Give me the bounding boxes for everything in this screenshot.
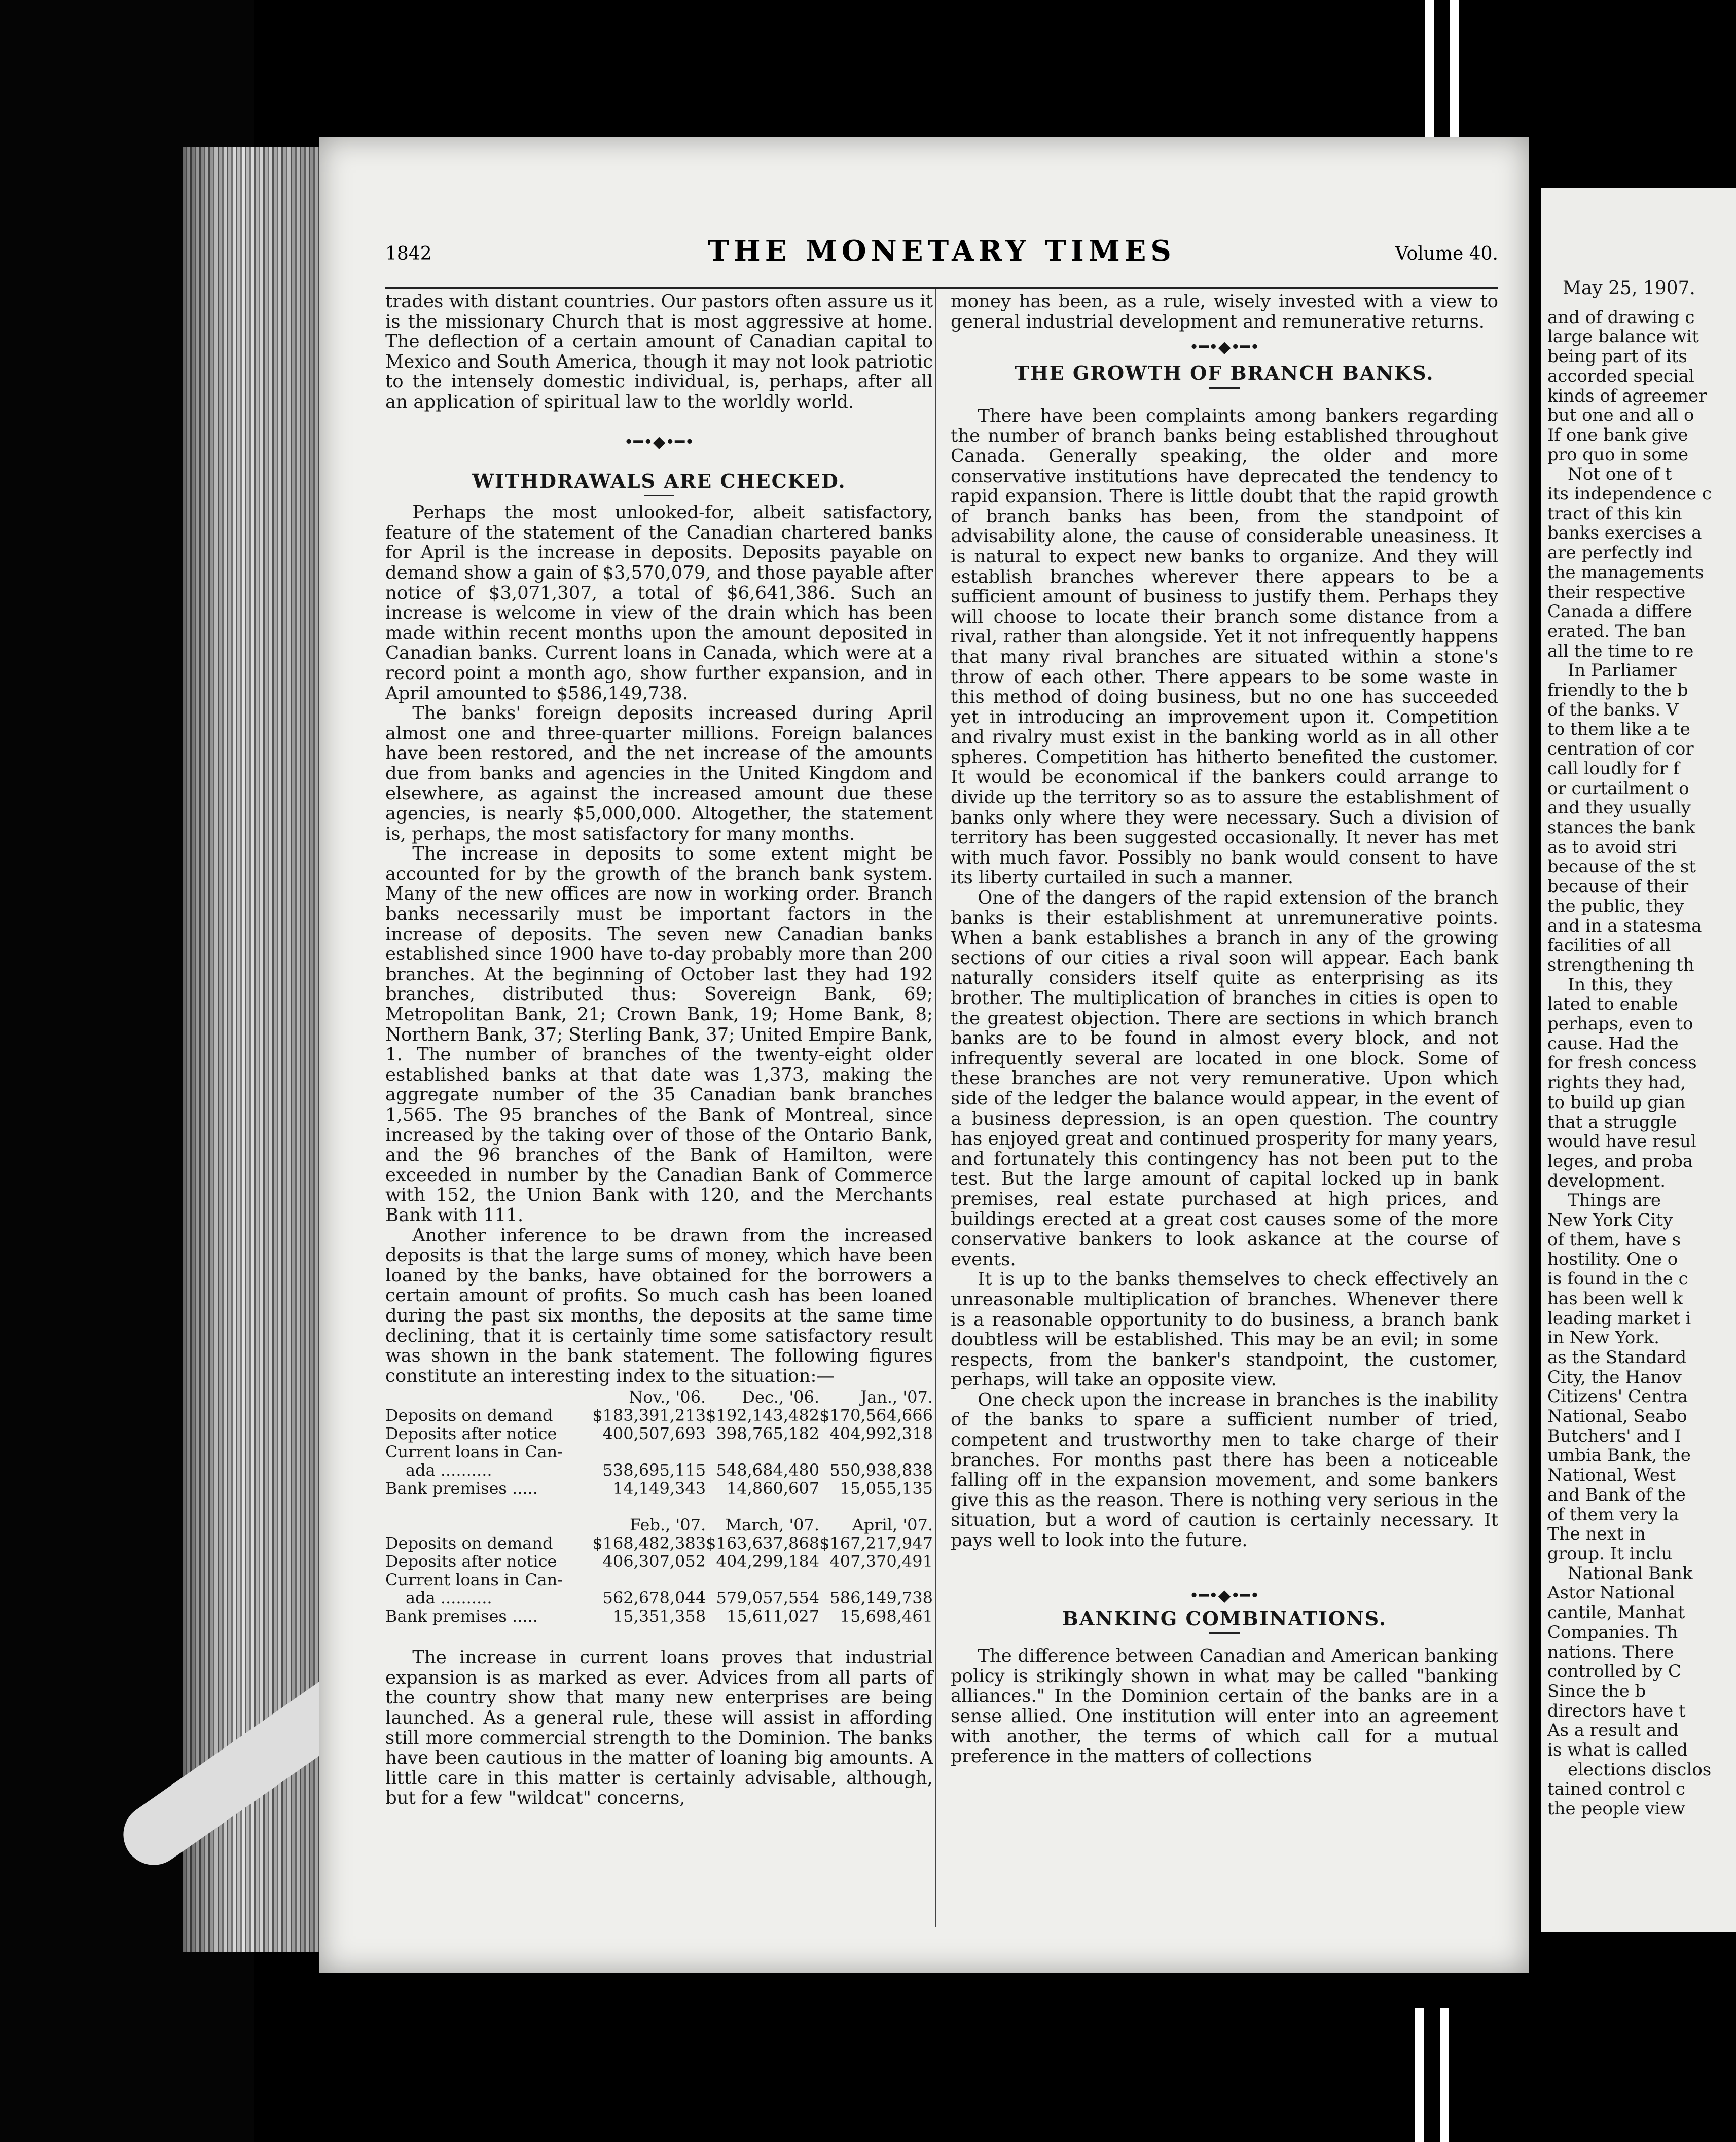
- table-cell: 14,149,343: [612, 1479, 706, 1498]
- text-line: as the Standard: [1547, 1347, 1687, 1368]
- table-cell: [819, 1443, 933, 1461]
- text-line: leading market i: [1547, 1308, 1691, 1329]
- next-page-date: May 25, 1907.: [1563, 278, 1695, 299]
- row-label: ada ..........: [406, 1460, 492, 1480]
- text-line: their respective: [1547, 582, 1686, 602]
- text-line: stances the bank: [1547, 817, 1695, 838]
- row-label: Deposits on demand: [385, 1406, 553, 1425]
- text-line: being part of its: [1547, 346, 1687, 367]
- text-line: and they usually: [1547, 798, 1691, 818]
- paragraph: The difference between Canadian and American banking policy is strikingly shown in what may be called "banking alliances." In the Dominion certain of the banks are in a sense allied. One institution will enter into an agreement with another, the terms of which call for a mutual preference in the matters of collections: [951, 1646, 1498, 1767]
- film-marker: [1415, 2008, 1424, 2142]
- row-label: Bank premises .....: [385, 1479, 538, 1498]
- row-label: ada ..........: [406, 1588, 492, 1608]
- table-cell: $163,637,868: [706, 1533, 820, 1553]
- volume-label: Volume 40.: [1395, 243, 1498, 264]
- text-line: rights they had,: [1547, 1073, 1686, 1093]
- header-rule: [385, 287, 1498, 289]
- table-cell: 548,684,480: [716, 1460, 820, 1480]
- text-line: large balance wit: [1547, 327, 1699, 347]
- text-line: friendly to the b: [1547, 680, 1688, 701]
- column-header: Jan., '07.: [860, 1387, 933, 1407]
- text-line: Not one of t: [1568, 464, 1672, 485]
- deposits-table-1: [385, 1388, 933, 1497]
- table-cell: 404,299,184: [716, 1552, 820, 1572]
- text-line: of the banks. V: [1547, 699, 1679, 720]
- film-marker: [1425, 0, 1434, 137]
- text-line: Canada a differe: [1547, 601, 1692, 622]
- table-header-row: [385, 1516, 933, 1534]
- text-line: Citizens' Centra: [1547, 1386, 1688, 1407]
- table-cell: [706, 1570, 819, 1589]
- column-header: Feb., '07.: [630, 1515, 706, 1535]
- heading-rule: [644, 495, 674, 496]
- table-cell: [706, 1443, 819, 1461]
- text-line: of them very la: [1547, 1504, 1679, 1525]
- paragraph: Perhaps the most unlooked-for, albeit satisfactory, feature of the statement of the Canadian chartered banks for April is the increase in deposits. Deposits payable on demand show a gain of $3,570,079, and those payable after notice of $3,071,307, a total of $6,641,386. Such an increase is welcome in view of the drain which has been made within recent months upon the amount deposited in Canadian banks. Current loans in Canada, which were at a record point a month ago, show further expansion, and in April amounted to $586,149,738.: [385, 502, 933, 704]
- text-line: because of the st: [1547, 856, 1696, 877]
- text-line: because of their: [1547, 876, 1689, 897]
- text-line: that a struggle: [1547, 1112, 1677, 1132]
- table-cell: 550,938,838: [829, 1460, 933, 1480]
- text-line: to build up gian: [1547, 1092, 1686, 1113]
- text-line: strengthening th: [1547, 954, 1694, 975]
- page-edges-shade: [183, 147, 327, 1952]
- table-cell: $192,143,482: [706, 1406, 820, 1425]
- text-line: has been well k: [1547, 1288, 1683, 1309]
- journal-title: THE MONETARY TIMES: [708, 234, 1176, 268]
- text-line: of them, have s: [1547, 1229, 1681, 1250]
- film-marker: [1440, 2008, 1449, 2142]
- column-header: Nov., '06.: [629, 1387, 706, 1407]
- text-line: and of drawing c: [1547, 307, 1695, 328]
- text-line: the people view: [1547, 1799, 1685, 1819]
- table-cell: [819, 1570, 933, 1589]
- text-line: call loudly for f: [1547, 758, 1680, 779]
- column-header: April, '07.: [852, 1515, 933, 1535]
- text-line: kinds of agreemer: [1547, 385, 1707, 406]
- paragraph: The increase in current loans proves that industrial expansion is as marked as ever. Advices from all parts of the country show that many new enterprises are being launched. As a general rule, these will assist in affording still more commercial strength to the Dominion. The banks have been cautious in the matter of loaning big amounts. A little care in this matter is certainly advisable, although, but for a few "wildcat" concerns,: [385, 1647, 933, 1809]
- row-label: Deposits after notice: [385, 1424, 557, 1444]
- text-line: leges, and proba: [1547, 1151, 1693, 1171]
- table-cell: $167,217,947: [819, 1533, 933, 1553]
- ornament-divider: •━•◆•━•: [624, 432, 695, 451]
- table-cell: 404,992,318: [829, 1424, 933, 1444]
- table-row: [385, 1479, 933, 1497]
- table-cell: 398,765,182: [716, 1424, 820, 1444]
- table-row: [385, 1589, 933, 1607]
- table-row: [385, 1570, 933, 1589]
- page-right-partial: [1541, 188, 1736, 1932]
- article-heading: BANKING COMBINATIONS.: [1062, 1606, 1387, 1630]
- table-header-row: [385, 1388, 933, 1406]
- text-line: National, West: [1547, 1465, 1676, 1486]
- table-cell: 406,307,052: [602, 1552, 706, 1572]
- text-line: the managements: [1547, 562, 1704, 583]
- table-cell: [592, 1443, 706, 1461]
- paragraph: trades with distant countries. Our pastors often assure us it is the missionary Church that is most aggressive at home. The deflection of a certain amount of Canadian capital to Mexico and South America, though it may not look patriotic to the intensely domestic individual, is, perhaps, after all an application of spiritual law to the worldly world.: [385, 291, 933, 412]
- table-cell: 586,149,738: [829, 1588, 933, 1608]
- text-line: As a result and: [1547, 1720, 1679, 1741]
- table-cell: 15,611,027: [726, 1606, 820, 1626]
- text-line: perhaps, even to: [1547, 1014, 1693, 1034]
- text-line: elections disclos: [1568, 1759, 1712, 1780]
- table-cell: 538,695,115: [602, 1460, 706, 1480]
- text-line: hostility. One o: [1547, 1249, 1678, 1270]
- text-line: National, Seabo: [1547, 1406, 1687, 1427]
- table-row: [385, 1534, 933, 1552]
- table-row: [385, 1607, 933, 1625]
- paragraph: Another inference to be drawn from the increased deposits is that the large sums of money, which have been loaned by the banks, have obtained for the borrowers a certain amount of profits. So much cash has been loaned during the past six months, the deposits at the same time declining, that it is certainly time some satisfactory result was shown in the bank statement. The following figures constitute an interesting index to the situation:—: [385, 1225, 933, 1386]
- text-line: pro quo in some: [1547, 444, 1689, 465]
- text-line: Companies. Th: [1547, 1622, 1678, 1643]
- text-line: Things are: [1568, 1190, 1661, 1211]
- row-label: Deposits on demand: [385, 1533, 553, 1553]
- table-cell: $170,564,666: [819, 1406, 933, 1425]
- text-line: City, the Hanov: [1547, 1367, 1682, 1387]
- table-cell: 579,057,554: [716, 1588, 820, 1608]
- paragraph: money has been, as a rule, wisely invested with a view to general industrial development and remunerative returns.: [951, 291, 1498, 332]
- article-heading: THE GROWTH OF BRANCH BANKS.: [1015, 362, 1434, 385]
- text-line: Butchers' and I: [1547, 1425, 1681, 1446]
- table-cell: 562,678,044: [602, 1588, 706, 1608]
- text-line: The next in: [1547, 1524, 1646, 1545]
- table-row: [385, 1552, 933, 1570]
- text-line: tract of this kin: [1547, 503, 1682, 524]
- paragraph: The banks' foreign deposits increased during April almost one and three-quarter millions. Foreign balances have been restored, and the net increase of the amounts due from banks and agencies in the United Kingdom and elsewhere, as against the increased amount due these agencies, is nearly $5,000,000. Altogether, the statement is, perhaps, the most satisfactory for many months.: [385, 703, 933, 844]
- text-line: banks exercises a: [1547, 523, 1702, 544]
- paragraph: The increase in deposits to some extent might be accounted for by the growth of the branch bank system. Many of the new offices are now in working order. Branch banks necessarily must be important factors in the increase of deposits. The seven new Canadian banks established since 1900 have to-day probably more than 200 branches. At the beginning of October last they had 192 branches, distributed thus: Sovereign Bank, 69; Metropolitan Bank, 21; Crown Bank, 19; Home Bank, 8; Northern Bank, 37; Sterling Bank, 37; United Empire Bank, 1. The number of branches of the twenty-eight older established banks at that date was 1,373, making the aggregate number of the 35 Canadian bank branches 1,565. The 95 branches of the Bank of Montreal, since increased by the taking over of those of the Ontario Bank, and the 96 branches of the Bank of Hamilton, were exceeded in number by the Canadian Bank of Commerce with 152, the Union Bank with 120, and the Merchants Bank with 111.: [385, 843, 933, 1226]
- text-line: facilities of all: [1547, 935, 1671, 956]
- text-line: accorded special: [1547, 366, 1694, 386]
- text-line: If one bank give: [1547, 424, 1688, 445]
- paragraph: It is up to the banks themselves to check effectively an unreasonable multiplication of branches. Whenever there is a reasonable opportunity to do business, a branch bank doubtless will be established. This may be an evil; in some respects, from the banker's standpoint, the customer, perhaps, will take an opposite view.: [951, 1269, 1498, 1390]
- heading-rule: [1209, 1632, 1240, 1634]
- text-line: In Parliamer: [1568, 660, 1677, 681]
- text-line: and Bank of the: [1547, 1484, 1686, 1505]
- table-row: [385, 1424, 933, 1443]
- text-line: and in a statesma: [1547, 915, 1702, 936]
- text-line: is found in the c: [1547, 1269, 1688, 1290]
- row-label: Current loans in Can-: [385, 1442, 563, 1462]
- next-page-column: [1547, 188, 1730, 1819]
- table-cell: 14,860,607: [726, 1479, 820, 1498]
- ornament-divider: •━•◆•━•: [1189, 337, 1260, 357]
- table-cell: 15,351,358: [612, 1606, 706, 1626]
- table-cell: [592, 1570, 706, 1589]
- page-left: [319, 137, 1529, 1973]
- table-cell: 407,370,491: [829, 1552, 933, 1572]
- page-number: 1842: [385, 243, 432, 264]
- text-line: in New York.: [1547, 1328, 1659, 1348]
- text-line: all the time to re: [1547, 640, 1694, 661]
- column-header: Dec., '06.: [742, 1387, 820, 1407]
- right-column: [951, 292, 1498, 1767]
- text-line: lated to enable: [1547, 994, 1678, 1015]
- text-line: but one and all o: [1547, 405, 1694, 426]
- ornament-divider: •━•◆•━•: [1189, 1585, 1260, 1605]
- column-header: March, '07.: [725, 1515, 820, 1535]
- table-cell: $168,482,383: [592, 1533, 706, 1553]
- text-line: centration of cor: [1547, 739, 1694, 760]
- table-row: [385, 1443, 933, 1461]
- text-line: directors have t: [1547, 1700, 1686, 1721]
- text-line: New York City: [1547, 1210, 1673, 1231]
- text-line: the public, they: [1547, 896, 1684, 916]
- text-line: tained control c: [1547, 1779, 1685, 1800]
- text-line: umbia Bank, the: [1547, 1445, 1691, 1466]
- table-cell: $183,391,213: [592, 1406, 706, 1425]
- text-line: National Bank: [1568, 1563, 1693, 1584]
- left-column: [385, 292, 933, 1808]
- heading-rule: [1209, 387, 1240, 389]
- text-line: are perfectly ind: [1547, 543, 1693, 563]
- article-heading: WITHDRAWALS ARE CHECKED.: [472, 469, 846, 492]
- text-line: Astor National: [1547, 1583, 1675, 1603]
- text-line: In this, they: [1568, 974, 1673, 995]
- text-line: group. It inclu: [1547, 1544, 1673, 1564]
- text-line: is what is called: [1547, 1740, 1688, 1761]
- paragraph: There have been complaints among bankers regarding the number of branch banks being established throughout Canada. Generally speaking, the older and more conservative institutions have deprecated the tendency to rapid expansion. There is little doubt that the rapid growth of branch banks has been, from the standpoint of advisability alone, the cause of considerable uneasiness. It is natural to expect new banks to organize. And they will establish branches wherever there appears to be a sufficient amount of business to justify them. Perhaps they will choose to locate their branch some distance from a rival, rather than alongside. Yet it not infrequently happens that many rival branches are situated within a stone's throw of each other. There appears to be some waste in this method of doing business, but no one has succeeded yet in introducing an improvement upon it. Competition and rivalry must exist in the banking world as in all other spheres. Competition has hitherto benefited the customer. It would be economical if the bankers could arrange to divide up the territory so as to assure the establishment of banks only where they were necessary. Such a division of territory has been suggested occasionally. It never has met with much favor. Possibly no bank would consent to have its liberty curtailed in such a manner.: [951, 405, 1498, 888]
- text-line: development.: [1547, 1170, 1666, 1191]
- row-label: Bank premises .....: [385, 1606, 538, 1626]
- paragraph: One check upon the increase in branches is the inability of the banks to spare a sufficient number of tried, competent and trustworthy men to take charge of their branches. For months past there has been a noticeable falling off in the expansion movement, and some bankers give this as the reason. There is nothing very serious in the situation, but a word of caution is certainly necessary. It pays well to look into the future.: [951, 1389, 1498, 1551]
- text-line: its independence c: [1547, 484, 1712, 505]
- text-line: as to avoid stri: [1547, 837, 1677, 858]
- text-line: erated. The ban: [1547, 621, 1686, 641]
- page-header: [385, 228, 1498, 284]
- film-marker: [1450, 0, 1459, 137]
- deposits-table-2: [385, 1516, 933, 1625]
- table-cell: 15,055,135: [840, 1479, 933, 1498]
- table-row: [385, 1406, 933, 1424]
- row-label: Deposits after notice: [385, 1552, 557, 1572]
- text-line: controlled by C: [1547, 1661, 1682, 1682]
- text-line: would have resul: [1547, 1131, 1696, 1152]
- table-cell: 15,698,461: [840, 1606, 933, 1626]
- text-line: cantile, Manhat: [1547, 1602, 1685, 1623]
- text-line: for fresh concess: [1547, 1053, 1697, 1074]
- text-line: to them like a te: [1547, 719, 1690, 740]
- table-row: [385, 1461, 933, 1479]
- table-cell: 400,507,693: [602, 1424, 706, 1444]
- text-line: nations. There: [1547, 1641, 1674, 1662]
- column-divider: [935, 289, 936, 1927]
- text-line: Since the b: [1547, 1681, 1646, 1701]
- row-label: Current loans in Can-: [385, 1570, 563, 1590]
- paragraph: One of the dangers of the rapid extension of the branch banks is their establishment at unremunerative points. When a bank establishes a branch in any of the growing sections of our cities a rival soon will appear. Each bank naturally considers itself quite as enterprising as its brother. The multiplication of branches in cities is open to the greatest objection. There are sections in which branch banks are to be found in almost every block, and not infrequently several are located in one block. Some of these branches are not very remunerative. Upon which side of the ledger the balance would appear, in the event of a business depression, is an open question. The country has enjoyed great and continued prosperity for many years, and fortunately this contingency has not been put to the test. But the large amount of capital locked up in bank premises, real estate purchased at high prices, and buildings erected at a great cost causes some of the more conservative bankers to look askance at the course of events.: [951, 887, 1498, 1270]
- text-line: or curtailment o: [1547, 778, 1689, 799]
- text-line: cause. Had the: [1547, 1033, 1679, 1054]
